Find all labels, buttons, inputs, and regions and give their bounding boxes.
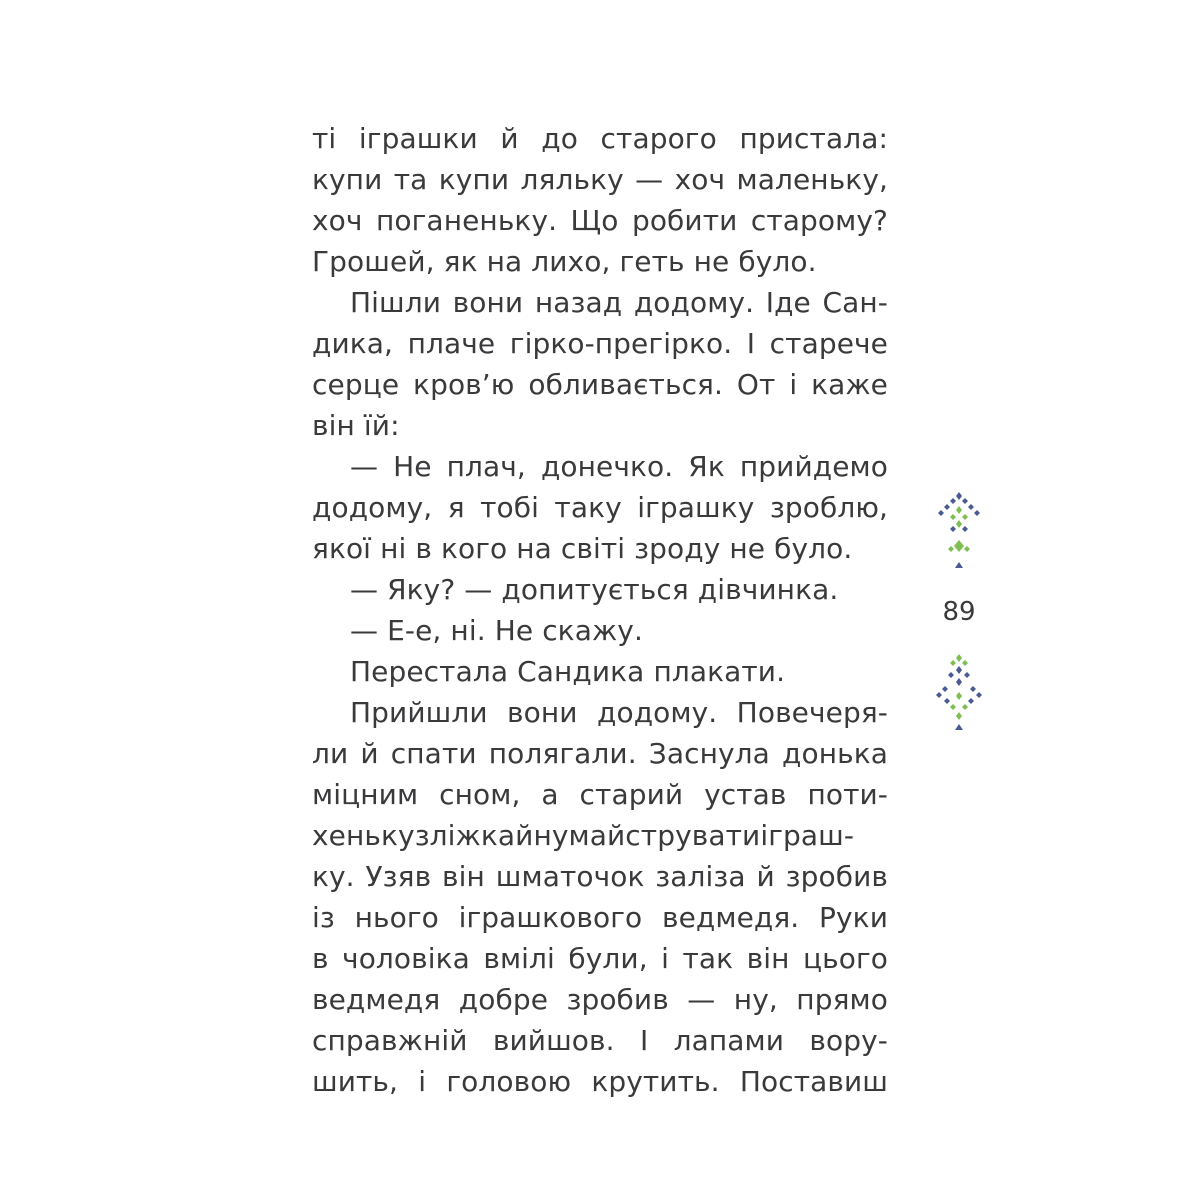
text-line: — Не плач, донечко. Як прийдемо [350,450,888,483]
text-line: Прийшли вони додому. Повечеря- [350,696,888,729]
text-line: серце кров’ю обливається. От і каже [312,368,888,401]
text-line: ли й спати полягали. Заснула донька [312,737,888,770]
text-line: справжній вийшов. І лапами вору- [312,1024,888,1057]
text-line: дика, плаче гірко-прегірко. І старече [312,327,888,360]
text-line: хенькузліжкайнумайструватиіграш- [312,819,855,852]
text-line: Перестала Сандика плакати. [350,655,786,688]
page-number: 89 [942,597,976,627]
text-line: ті іграшки й до старого пристала: [312,122,888,155]
text-line: хоч поганеньку. Що робити старому? [312,204,888,237]
text-line: міцним сном, а старий устав поти- [312,778,888,811]
folk-ornament-icon [931,652,987,734]
text-line: шить, і головою крутить. Поставиш [312,1065,888,1098]
text-line: він їй: [312,409,400,442]
text-line: ку. Узяв він шматочок заліза й зробив [312,860,888,893]
text-line: якої ні в кого на світі зроду не було. [312,532,853,565]
text-line: ведмедя добре зробив — ну, прямо [312,983,888,1016]
text-line: купи та купи ляльку — хоч маленьку, [312,163,888,196]
text-line: в чоловіка вмілі були, і так він цього [312,942,888,975]
text-line: із нього іграшкового ведмедя. Руки [312,901,888,934]
text-line: Пішли вони назад додому. Іде Сан- [350,286,888,319]
text-line: — Яку? — допитується дівчинка. [350,573,839,606]
folk-ornament-icon [931,490,987,572]
text-line: Грошей, як на лихо, геть не було. [312,245,817,278]
text-line: — Е-е, ні. Не скажу. [350,614,643,647]
text-line: додому, я тобі таку іграшку зроблю, [312,491,888,524]
story-text [312,118,888,1102]
page-margin-marker [926,490,992,750]
